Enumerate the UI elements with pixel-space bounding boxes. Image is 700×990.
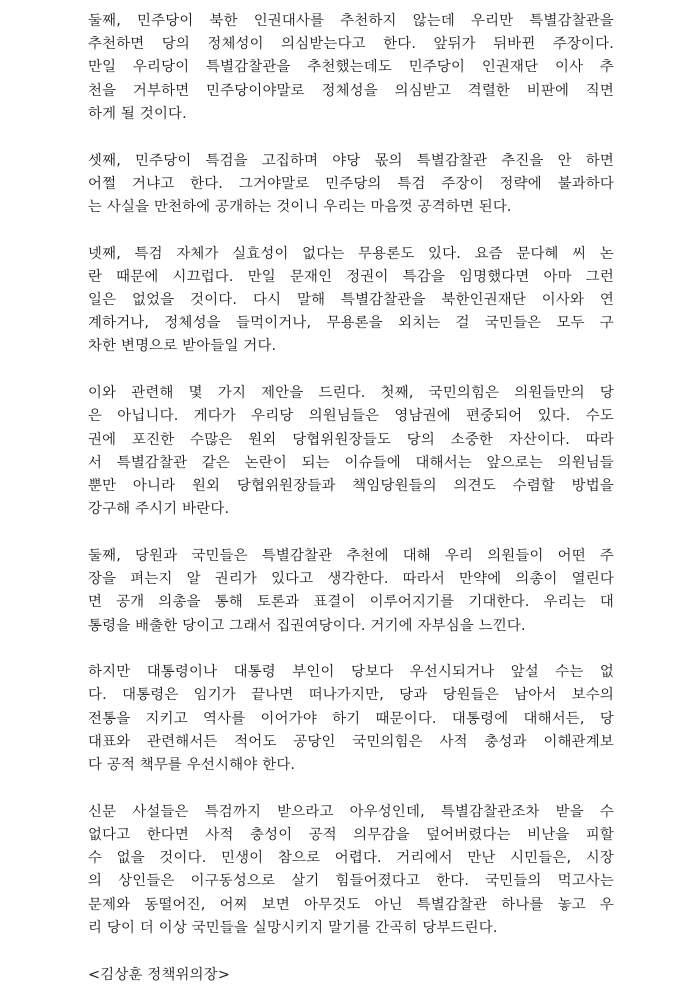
text-line: 둘째, 민주당이 북한 인권대사를 추천하지 않는데 우리만 특별감찰관을 [88,13,614,29]
text-line: 둘째, 당원과 국민들은 특별감찰관 추천에 대해 우리 의원들이 어떤 주 [88,547,614,564]
text-line: 이와 관련해 몇 가지 제안을 드린다. 첫째, 국민의힘은 의원들만의 당 [88,385,614,402]
text-line: 란 때문에 시끄럽다. 만일 문재인 정권이 특감을 임명했다면 아마 그런 [88,268,614,285]
text-line: 추천하면 당의 정체성이 의심받는다고 한다. 앞뒤가 뒤바뀐 주장이다. [88,36,614,53]
text-line: 리 당이 더 이상 국민들을 실망시키지 말기를 간곡히 당부드린다. [88,919,498,936]
text-line: 문제와 동떨어진, 어찌 보면 아무것도 아닌 특별감찰관 하나를 놓고 우 [88,896,614,913]
text-line: 없다고 한다면 사적 충성이 공적 의무감을 덮어버렸다는 비난을 피할 [88,827,614,843]
text-line: 차한 변명으로 받아들일 거다. [88,338,277,355]
text-line: 수 없을 것이다. 민생이 참으로 어렵다. 거리에서 만난 시민들은, 시장 [88,850,614,867]
text-line: 강구해 주시기 바란다. [88,501,230,518]
text-line: 권에 포진한 수많은 원외 당협위원장들도 당의 소중한 자산이다. 따라 [88,431,614,448]
paragraph [88,382,614,521]
text-line: 은 아닙니다. 게다가 우리당 의원님들은 영남권에 편중되어 있다. 수도 [88,408,614,425]
text-line: 면 공개 의총을 통해 토론과 표결이 이루어지기를 기대한다. 우리는 대 [88,594,614,611]
text-line: 다 공적 책무를 우선시해야 한다. [88,757,296,774]
author-signature [88,964,614,987]
text-line: 하지만 대통령이나 대통령 부인이 당보다 우선시되거나 앞설 수는 없 [88,664,614,681]
text-line: 대표와 관련해서든 적어도 공당인 국민의힘은 사적 충성과 이해관계보 [88,733,614,750]
text-line: 만일 우리당이 특별감찰관을 추천했는데도 민주당이 인권재단 이사 추 [88,59,614,76]
text-line: 천을 거부하면 민주당이야말로 정체성을 의심받고 격렬한 비판에 직면 [88,82,614,99]
text-line: 어쩔 거냐고 한다. 그거야말로 민주당의 특검 주장이 정략에 불과하다 [88,175,614,192]
text-line: 는 사실을 만천하에 공개하는 것이니 우리는 마음껏 공격하면 된다. [88,198,512,215]
text-line: 뿐만 아니라 원외 당협위원장들과 책임당원들의 의견도 수렴할 방법을 [88,477,614,494]
text-line: 넷째, 특검 자체가 실효성이 없다는 무용론도 있다. 요즘 문다혜 씨 논 [88,245,614,262]
paragraph [88,801,614,940]
document-body [88,10,614,987]
text-line: 하게 될 것이다. [88,105,187,122]
paragraph [88,661,614,777]
paragraph [88,545,614,638]
text-line: 일은 없었을 것이다. 다시 말해 특별감찰관을 북한인권재단 이사와 연 [88,292,614,309]
paragraph [88,10,614,126]
text-line: 서 특별감찰관 같은 논란이 되는 이슈들에 대해서는 앞으로는 의원님들 [88,454,614,471]
text-line: 장을 펴는지 알 권리가 있다고 생각한다. 따라서 만약에 의총이 열린다 [88,571,614,588]
paragraph [88,150,614,220]
text-line: 계하거나, 정체성을 들먹이거나, 무용론을 외치는 걸 국민들은 모두 구 [88,315,614,332]
text-line: 의 상인들은 이구동성으로 살기 힘들어졌다고 한다. 국민들의 먹고사는 [88,873,614,890]
signature-text: <김상훈 정책위의장> [88,966,231,983]
text-line: 통령을 배출한 당이고 그래서 집권여당이다. 거기에 자부심을 느낀다. [88,617,526,634]
text-line: 다. 대통령은 임기가 끝나면 떠나가지만, 당과 당원들은 남아서 보수의 [88,687,614,704]
paragraph [88,243,614,359]
text-line: 셋째, 민주당이 특검을 고집하며 야당 몫의 특별감찰관 추진을 안 하면 [88,152,614,169]
text-line: 신문 사설들은 특검까지 받으라고 아우성인데, 특별감찰관조차 받을 수 [88,803,614,820]
text-line: 전통을 지키고 역사를 이어가야 하기 때문이다. 대통령에 대해서든, 당 [88,710,614,727]
